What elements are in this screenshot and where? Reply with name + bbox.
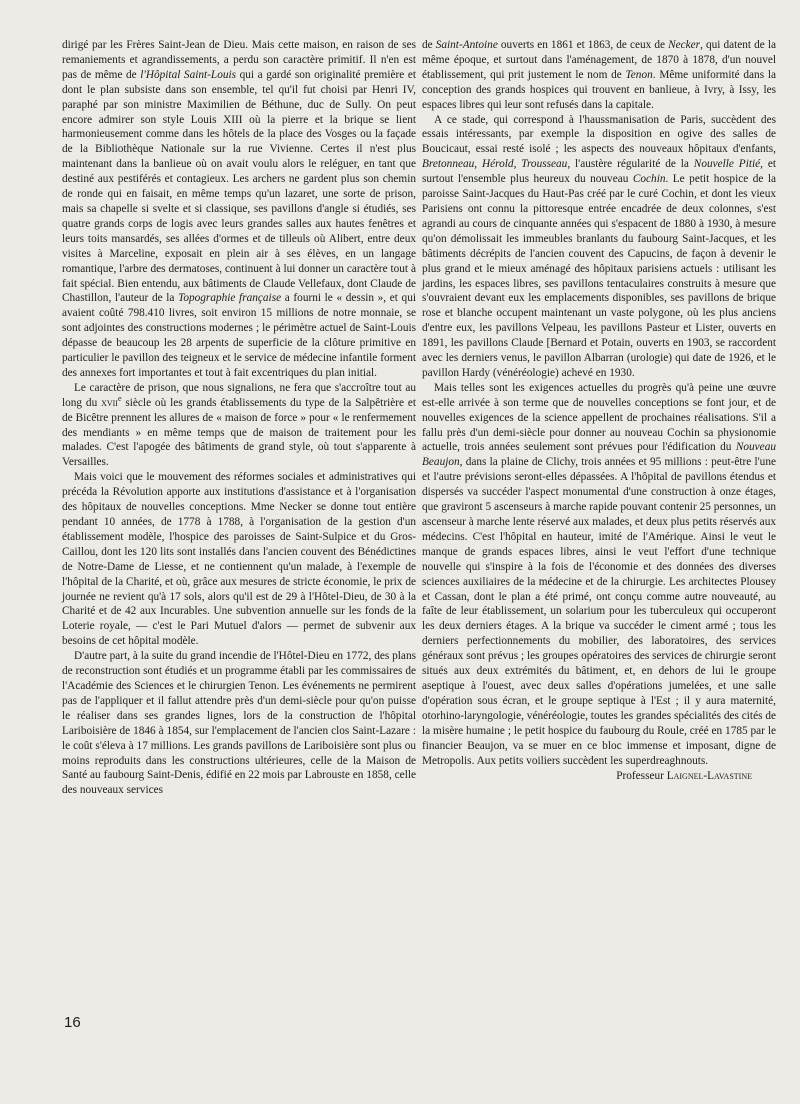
emphasis-text: Bretonneau: [422, 158, 475, 171]
text-run: de: [422, 39, 436, 51]
emphasis-text: Trousseau: [521, 158, 568, 171]
text-run: ,: [474, 158, 482, 171]
text-run: ,: [513, 158, 522, 171]
right-paragraph-1: [422, 38, 776, 113]
right-paragraph-2: [422, 113, 776, 381]
emphasis-text: Tenon: [625, 68, 653, 81]
right-column-paragraphs: [422, 38, 776, 768]
left-paragraph-1: [62, 38, 416, 381]
signature-name: Laignel-Lavastine: [666, 770, 752, 783]
text-run: dirigé par les Frères Saint-Jean de Dieu. Mais cette maison, en raison de ses remaniements et agrandissements, a perdu son caractère primitif. Il n'en est pas de même de: [62, 39, 416, 81]
text-run: qui a gardé son originalité première et dont le plan subsiste dans son ensemble, tel qu'il fut choisi par Henri IV, paraphé par son ministre Maximilien de Béthune, duc de Sully. On peut encore admirer son style Louis XIII où la pierre et la brique se lient harmonieusement comme dans les hôtels de la place des Vosges ou la façade de la Bibliothèque Nationale sur la rue Vivienne. Certes il n'est plus maintenant dans la banlieue où on avait voulu alors le reléguer, en tant que destiné aux pestiférés et contagieux. Les archers ne gardent plus son chemin de ronde qui en faisait, en même temps qu'un lazaret, une sorte de prison, mais sa chapelle si svelte et si classique, ses pavillons d'angle si étudiés, ses quatre grands corps de logis avec leurs grandes salles aux hautes fenêtres et leurs toits mansardés, ses allées d'ormes et de tilleuls où Alibert, entre deux visites à Marceline, exposait en plein air à ses élèves, en un langage romantique, l'arbre des dermatoses, continuent à lui donner un caractère tout à fait spécial. Bien entendu, aux bâtiments de Claude Vellefaux, dont Claude de Chastillon, l'auteur de la: [62, 68, 416, 305]
left-column: [62, 38, 416, 798]
emphasis-text: Topographie française: [178, 292, 282, 305]
right-column: [422, 38, 776, 784]
text-run: ouverts en 1861 et 1863, de ceux de: [497, 39, 669, 51]
text-run: , qui datent de la même époque, et surtout dans l'aménagement, de 1870 à 1878, d'un nouvel établissement, qui prit justement le nom de: [422, 39, 776, 81]
page-number: 16: [64, 1014, 81, 1031]
text-run: a fourni le « dessin », et qui avaient coûté 798.410 livres, soit environ 15 millions de notre monnaie, se sont adjointes des constructions modernes ; le périmètre actuel de Saint-Louis dépasse de beaucoup les 28 arpents de superficie de la clôture primitive en particulier le pavillon des teigneux et le service de médecine infantile forment des annexes fort importantes et tout à fait excentriques du plan initial.: [62, 292, 416, 379]
text-run: Mais telles sont les exigences actuelles du progrès qu'à peine une œuvre est-elle arrivée à son terme que de nouvelles conceptions se font jour, et de nouvelles exigences de la science appellent de prochaines réalisations. S'il a fallu près d'un demi-siècle pour donner au nouveau Cochin sa physionomie actuelle, trois années seulement sont prévues pour l'édification du: [422, 381, 776, 454]
author-signature: [422, 769, 776, 784]
text-run: , et surtout l'ensemble plus heureux du nouveau: [422, 158, 776, 186]
left-paragraph-3: [62, 470, 416, 649]
signature-prefix: Professeur: [616, 770, 667, 783]
emphasis-text: Saint-Antoine: [435, 39, 498, 51]
text-run: , l'austère régularité de la: [567, 158, 694, 171]
emphasis-text: Nouveau Beaujon: [422, 441, 776, 469]
left-paragraph-4: [62, 649, 416, 798]
text-run: , dans la plaine de Clichy, trois années et 95 millions : peut-être l'une et l'autre prévisions seront-elles dépassées. A l'hôpital de pavillons étendus et dispersés va succéder l'aspect monumental d'une construction à onze étages, que graviront 5 ascenseurs à marche rapide pouvant contenir 25 personnes, un ascenseur à marche lente réservé aux malades, et deux plus petits réservés aux médecins. C'est l'hôpital en hauteur, imité de l'Amérique. Ainsi le veut le manque de grands espaces libres, ainsi le veut l'effort d'une technique nouvelle qui s'inspire à la fois de l'économie et des données des diverses sciences auxiliaires de la médecine et de la chirurgie. Les architectes Plousey et Cassan, dont le plan a été primé, ont conçu comme autre nouveauté, au faîte de leur établissement, un solarium pour les tuberculeux qui occuperont les deux derniers étages. A la brique va succéder le ciment armé ; tous les derniers perfectionnements du mobilier, des laboratoires, des services généraux sont prévus ; les groupes opératoires des services de chirurgie seront situés aux deux extrémités du bâtiment, et, en dehors de lui le groupe aseptique à l'ouest, avec deux salles d'opérations jumelées, et une salle d'opération sous écran, et le groupe septique à l'Est ; il y aura maternité, otorhino-laryngologie, vénéréologie, toutes les grandes spécialités des cités de la misère humaine ; le petit hospice du faubourg du Roule, créé en 1785 par le financier Beaujon, va se muer en ce bloc immense et imposant, digne de Metropolis. Aux petits voiliers succèdent les superdreaghnouts.: [422, 456, 776, 767]
text-run: e: [117, 393, 122, 403]
emphasis-text: l'Hôpital Saint-Louis: [140, 68, 237, 81]
text-run: Mais voici que le mouvement des réformes sociales et administratives qui précéda la Révolution apporte aux institutions d'assistance et à l'organisation des hôpitaux de nouvelles conceptions. Mme Necker se donne tout entière pendant 10 années, de 1778 à 1788, à l'organisation de la gestion d'un établissement modèle, l'hospice des paroisses de Saint-Sulpice et du Gros-Caillou, dont les 120 lits sont installés dans l'ancien couvent des Bénédictines de Notre-Dame de Liesse, et ne contiennent qu'un malade, à l'exemple de l'hôpital de la Charité, et où, grâce aux mesures de stricte économie, le prix de journée ne revient qu'à 17 sols, alors qu'il est de 29 à l'Hôtel-Dieu, de 30 à la Charité et de 42 aux Incurables. Une subvention annuelle sur les fonds de la Loterie royale, — c'est le Pari Mutuel d'alors — permet de subvenir aux besoins de cet hôpital modèle.: [62, 471, 416, 648]
text-run: siècle où les grands établissements du type de la Salpêtrière et de Bicêtre prennent les allures de « maison de force » pour « le renfermement des mendiants » en même temps que de maison de traitement pour les malades. C'est l'apogée des bâtiments de grand style, où tout s'apparente à Versailles.: [62, 396, 417, 469]
emphasis-text: Nouvelle Pitié: [693, 158, 761, 171]
text-run: D'autre part, à la suite du grand incendie de l'Hôtel-Dieu en 1772, des plans de reconstruction sont étudiés et un programme établi par les commissaires de l'Académie des Sciences et le chirurgien Tenon. Les événements ne permirent pas de l'appliquer et il fallut attendre près d'un demi-siècle pour qu'on puisse le réaliser dans ses grandes lignes, lors de la construction de l'hôpital Lariboisière de 1846 à 1854, sur l'emplacement de l'ancien clos Saint-Lazare : le coût s'éleva à 17 millions. Les grands pavillons de Lariboisière sont plus ou moins reproduits dans les constructions ultérieures, celle de la Maison de Santé au faubourg Saint-Denis, édifié en 22 mois par Labrouste en 1858, celle des nouveaux services: [62, 650, 416, 797]
text-run: Le caractère de prison, que nous signalions, ne fera que s'accroître tout au long du: [62, 381, 416, 409]
emphasis-text: Hérold: [482, 158, 514, 171]
emphasis-text: Cochin: [632, 173, 666, 186]
text-run: . Même uniformité dans la conception des grands hospices qui trouvent en banlieue, à Ivry, à Issy, les espaces libres qui leur sont refusés dans la capitale.: [422, 68, 776, 111]
right-paragraph-3: [422, 381, 776, 769]
emphasis-text: Necker: [668, 39, 701, 51]
text-run: xvii: [101, 396, 118, 409]
left-paragraph-2: [62, 381, 416, 470]
text-run: A ce stade, qui correspond à l'haussmanisation de Paris, succèdent des essais intéressants, par exemple la disposition en ogive des salles de Boucicaut, essai resté isolé ; les aspects des nouveaux hôpitaux d'enfants,: [422, 113, 776, 156]
text-run: . Le petit hospice de la paroisse Saint-Jacques du Haut-Pas créé par le curé Cochin, et dont les vieux Parisiens ont connu la pittoresque entrée encadrée de deux colonnes, s'est agrandi au cours de cinquante années qui s'espacent de 1880 à 1930, à mesure qu'on démolissait les immeubles branlants du faubourg Saint-Jacques, et les bâtiments décrépits de l'ancien couvent des Capucins, de façon à devenir le plus grand et le mieux aménagé des hôpitaux parisiens actuels : utilisant les jardins, les espaces libres, ses pavillons tentaculaires construits à mesure que s'ouvraient devant eux les emplacements disponibles, ses pavillons de brique rose et blanche occupent maintenant un vaste polygone, où les plus anciens d'entre eux, les pavillons Velpeau, les pavillons Pasteur et Lister, ouverts en 1891, les pavillons Claude [Bernard et Potain, ouverts en 1903, se raccordent avec les derniers venus, le pavillon Albarran (urologie) qui date de 1926, et le pavillon Hardy (vénéréologie) achevé en 1930.: [422, 173, 776, 379]
